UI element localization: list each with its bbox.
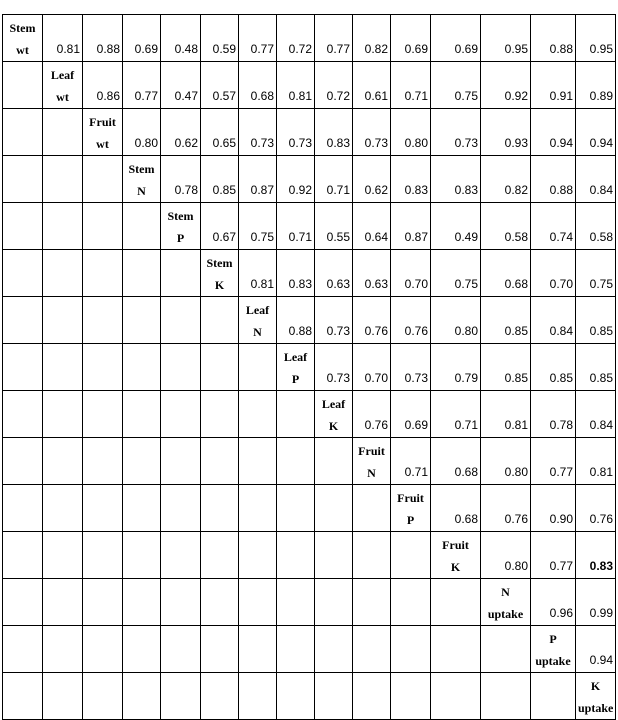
correlation-value-cell: 0.71 xyxy=(391,438,431,485)
variable-label-text: N xyxy=(137,184,146,198)
empty-cell xyxy=(83,532,123,579)
correlation-value-cell: 0.74 xyxy=(531,203,576,250)
empty-cell xyxy=(3,344,43,391)
correlation-value-cell: 0.88 xyxy=(531,156,576,203)
correlation-value-cell: 0.81 xyxy=(239,250,277,297)
correlation-value-cell: 0.62 xyxy=(353,156,391,203)
correlation-value-cell: 0.62 xyxy=(161,109,201,156)
correlation-value-cell: 0.76 xyxy=(576,485,616,532)
variable-label-cell xyxy=(161,203,201,250)
empty-cell xyxy=(43,391,83,438)
correlation-value-cell: 0.77 xyxy=(123,62,161,109)
table-row xyxy=(3,438,616,485)
variable-label-cell xyxy=(239,297,277,344)
correlation-value-cell: 0.81 xyxy=(277,62,315,109)
correlation-value-cell: 0.80 xyxy=(431,297,481,344)
empty-cell xyxy=(481,673,531,720)
correlation-value-cell: 0.85 xyxy=(531,344,576,391)
correlation-value-cell: 0.75 xyxy=(431,62,481,109)
correlation-value-cell: 0.73 xyxy=(391,344,431,391)
correlation-value-cell: 0.75 xyxy=(239,203,277,250)
correlation-value-cell: 0.93 xyxy=(481,109,531,156)
variable-label-text: uptake xyxy=(487,607,524,621)
empty-cell xyxy=(83,297,123,344)
correlation-value-cell: 0.69 xyxy=(431,15,481,62)
correlation-value-cell: 0.78 xyxy=(531,391,576,438)
empty-cell xyxy=(201,297,239,344)
correlation-value-cell: 0.70 xyxy=(531,250,576,297)
correlation-value-cell: 0.69 xyxy=(391,391,431,438)
empty-cell xyxy=(277,579,315,626)
empty-cell xyxy=(161,673,201,720)
empty-cell xyxy=(123,438,161,485)
empty-cell xyxy=(277,485,315,532)
empty-cell xyxy=(201,438,239,485)
variable-label-text: Stem xyxy=(128,162,155,176)
variable-label-text: Stem xyxy=(9,21,36,35)
empty-cell xyxy=(3,297,43,344)
empty-cell xyxy=(83,438,123,485)
correlation-matrix-table xyxy=(2,14,616,720)
table-row xyxy=(3,626,616,673)
empty-cell xyxy=(277,391,315,438)
correlation-value-cell: 0.77 xyxy=(239,15,277,62)
empty-cell xyxy=(3,203,43,250)
empty-cell xyxy=(481,626,531,673)
empty-cell xyxy=(43,156,83,203)
empty-cell xyxy=(43,438,83,485)
variable-label-text: Stem xyxy=(167,209,194,223)
correlation-value-cell: 0.70 xyxy=(391,250,431,297)
empty-cell xyxy=(391,626,431,673)
variable-label-cell xyxy=(43,62,83,109)
empty-cell xyxy=(277,532,315,579)
correlation-value-cell: 0.94 xyxy=(531,109,576,156)
empty-cell xyxy=(353,485,391,532)
correlation-value-cell: 0.69 xyxy=(391,15,431,62)
correlation-value-cell: 0.83 xyxy=(431,156,481,203)
correlation-value-cell: 0.70 xyxy=(353,344,391,391)
correlation-value-cell: 0.64 xyxy=(353,203,391,250)
correlation-value-cell: 0.79 xyxy=(431,344,481,391)
variable-label-text: uptake xyxy=(578,701,614,715)
empty-cell xyxy=(3,250,43,297)
empty-cell xyxy=(123,391,161,438)
empty-cell xyxy=(315,485,353,532)
empty-cell xyxy=(239,579,277,626)
correlation-value-cell: 0.99 xyxy=(576,579,616,626)
correlation-value-cell: 0.76 xyxy=(353,297,391,344)
empty-cell xyxy=(315,438,353,485)
empty-cell xyxy=(161,485,201,532)
empty-cell xyxy=(353,532,391,579)
variable-label-text: P xyxy=(176,231,185,245)
empty-cell xyxy=(201,532,239,579)
correlation-value-cell: 0.73 xyxy=(353,109,391,156)
correlation-value-cell: 0.87 xyxy=(391,203,431,250)
correlation-value-cell: 0.88 xyxy=(83,15,123,62)
correlation-value-cell: 0.83 xyxy=(576,532,616,579)
correlation-value-cell: 0.83 xyxy=(315,109,353,156)
table-row xyxy=(3,391,616,438)
variable-label-cell xyxy=(431,532,481,579)
correlation-value-cell: 0.87 xyxy=(239,156,277,203)
correlation-value-cell: 0.89 xyxy=(576,62,616,109)
correlation-value-cell: 0.67 xyxy=(201,203,239,250)
correlation-value-cell: 0.77 xyxy=(531,438,576,485)
empty-cell xyxy=(353,673,391,720)
empty-cell xyxy=(161,579,201,626)
variable-label-text: Fruit xyxy=(358,444,385,458)
correlation-value-cell: 0.59 xyxy=(201,15,239,62)
table-row xyxy=(3,62,616,109)
empty-cell xyxy=(315,673,353,720)
correlation-value-cell: 0.71 xyxy=(431,391,481,438)
table-row xyxy=(3,673,616,720)
correlation-value-cell: 0.68 xyxy=(481,250,531,297)
variable-label-text: wt xyxy=(16,43,29,57)
variable-label-text: P xyxy=(406,513,415,527)
variable-label-text: K xyxy=(450,560,461,574)
correlation-value-cell: 0.69 xyxy=(123,15,161,62)
empty-cell xyxy=(43,203,83,250)
variable-label-cell xyxy=(391,485,431,532)
correlation-value-cell: 0.49 xyxy=(431,203,481,250)
correlation-value-cell: 0.95 xyxy=(576,15,616,62)
correlation-value-cell: 0.85 xyxy=(481,344,531,391)
empty-cell xyxy=(123,250,161,297)
correlation-value-cell: 0.48 xyxy=(161,15,201,62)
empty-cell xyxy=(315,579,353,626)
correlation-value-cell: 0.96 xyxy=(531,579,576,626)
empty-cell xyxy=(161,391,201,438)
variable-label-cell xyxy=(576,673,616,720)
correlation-value-cell: 0.83 xyxy=(277,250,315,297)
correlation-value-cell: 0.85 xyxy=(576,344,616,391)
empty-cell xyxy=(201,673,239,720)
empty-cell xyxy=(353,626,391,673)
correlation-value-cell: 0.84 xyxy=(531,297,576,344)
empty-cell xyxy=(353,579,391,626)
variable-label-text: uptake xyxy=(535,654,571,668)
correlation-value-cell: 0.94 xyxy=(576,626,616,673)
correlation-value-cell: 0.71 xyxy=(277,203,315,250)
empty-cell xyxy=(43,344,83,391)
empty-cell xyxy=(277,438,315,485)
variable-label-text: wt xyxy=(56,90,69,104)
empty-cell xyxy=(3,391,43,438)
correlation-value-cell: 0.81 xyxy=(43,15,83,62)
empty-cell xyxy=(431,626,481,673)
variable-label-text: Leaf xyxy=(283,350,308,364)
table-row xyxy=(3,156,616,203)
correlation-value-cell: 0.57 xyxy=(201,62,239,109)
variable-label-text: K xyxy=(328,419,339,433)
empty-cell xyxy=(43,485,83,532)
correlation-value-cell: 0.92 xyxy=(277,156,315,203)
correlation-value-cell: 0.82 xyxy=(481,156,531,203)
correlation-value-cell: 0.71 xyxy=(391,62,431,109)
empty-cell xyxy=(123,673,161,720)
empty-cell xyxy=(43,532,83,579)
correlation-value-cell: 0.84 xyxy=(576,391,616,438)
variable-label-cell xyxy=(315,391,353,438)
correlation-value-cell: 0.92 xyxy=(481,62,531,109)
correlation-value-cell: 0.94 xyxy=(576,109,616,156)
empty-cell xyxy=(3,62,43,109)
variable-label-text: K xyxy=(590,679,601,693)
correlation-value-cell: 0.82 xyxy=(353,15,391,62)
variable-label-text: Leaf xyxy=(50,68,75,82)
correlation-value-cell: 0.80 xyxy=(481,532,531,579)
empty-cell xyxy=(239,532,277,579)
empty-cell xyxy=(3,579,43,626)
empty-cell xyxy=(239,438,277,485)
correlation-value-cell: 0.90 xyxy=(531,485,576,532)
empty-cell xyxy=(531,673,576,720)
correlation-value-cell: 0.73 xyxy=(239,109,277,156)
empty-cell xyxy=(83,391,123,438)
variable-label-text: K xyxy=(214,278,225,292)
empty-cell xyxy=(201,579,239,626)
correlation-value-cell: 0.68 xyxy=(239,62,277,109)
correlation-value-cell: 0.91 xyxy=(531,62,576,109)
correlation-value-cell: 0.88 xyxy=(531,15,576,62)
empty-cell xyxy=(239,485,277,532)
correlation-value-cell: 0.47 xyxy=(161,62,201,109)
empty-cell xyxy=(123,203,161,250)
correlation-value-cell: 0.72 xyxy=(315,62,353,109)
empty-cell xyxy=(239,391,277,438)
variable-label-text: Leaf xyxy=(321,397,346,411)
empty-cell xyxy=(123,532,161,579)
variable-label-cell xyxy=(83,109,123,156)
correlation-value-cell: 0.76 xyxy=(481,485,531,532)
variable-label-text: P xyxy=(291,372,300,386)
empty-cell xyxy=(239,673,277,720)
correlation-value-cell: 0.58 xyxy=(576,203,616,250)
correlation-value-cell: 0.73 xyxy=(315,344,353,391)
correlation-value-cell: 0.81 xyxy=(481,391,531,438)
empty-cell xyxy=(201,391,239,438)
correlation-value-cell: 0.68 xyxy=(431,485,481,532)
variable-label-cell xyxy=(277,344,315,391)
empty-cell xyxy=(43,579,83,626)
table-row xyxy=(3,250,616,297)
correlation-value-cell: 0.73 xyxy=(431,109,481,156)
table-row xyxy=(3,297,616,344)
correlation-value-cell: 0.80 xyxy=(481,438,531,485)
correlation-value-cell: 0.84 xyxy=(576,156,616,203)
table-row xyxy=(3,579,616,626)
empty-cell xyxy=(83,156,123,203)
empty-cell xyxy=(277,673,315,720)
variable-label-text: wt xyxy=(96,137,109,151)
correlation-value-cell: 0.77 xyxy=(315,15,353,62)
empty-cell xyxy=(83,203,123,250)
empty-cell xyxy=(83,250,123,297)
empty-cell xyxy=(391,673,431,720)
empty-cell xyxy=(161,626,201,673)
table-row xyxy=(3,532,616,579)
correlation-value-cell: 0.73 xyxy=(315,297,353,344)
correlation-value-cell: 0.95 xyxy=(481,15,531,62)
empty-cell xyxy=(83,344,123,391)
empty-cell xyxy=(3,673,43,720)
table-row xyxy=(3,344,616,391)
empty-cell xyxy=(315,626,353,673)
empty-cell xyxy=(431,673,481,720)
correlation-value-cell: 0.88 xyxy=(277,297,315,344)
empty-cell xyxy=(123,485,161,532)
empty-cell xyxy=(123,297,161,344)
empty-cell xyxy=(161,250,201,297)
correlation-value-cell: 0.63 xyxy=(315,250,353,297)
empty-cell xyxy=(431,579,481,626)
correlation-value-cell: 0.76 xyxy=(391,297,431,344)
correlation-value-cell: 0.85 xyxy=(576,297,616,344)
correlation-value-cell: 0.85 xyxy=(481,297,531,344)
correlation-value-cell: 0.80 xyxy=(123,109,161,156)
empty-cell xyxy=(123,626,161,673)
correlation-value-cell: 0.61 xyxy=(353,62,391,109)
correlation-value-cell: 0.75 xyxy=(431,250,481,297)
variable-label-text: Leaf xyxy=(245,303,270,317)
correlation-value-cell: 0.65 xyxy=(201,109,239,156)
correlation-value-cell: 0.72 xyxy=(277,15,315,62)
empty-cell xyxy=(83,673,123,720)
table-row xyxy=(3,203,616,250)
empty-cell xyxy=(83,626,123,673)
correlation-value-cell: 0.71 xyxy=(315,156,353,203)
empty-cell xyxy=(43,626,83,673)
empty-cell xyxy=(201,485,239,532)
correlation-value-cell: 0.63 xyxy=(353,250,391,297)
variable-label-text: Fruit xyxy=(397,491,424,505)
empty-cell xyxy=(239,344,277,391)
correlation-value-cell: 0.85 xyxy=(201,156,239,203)
empty-cell xyxy=(201,344,239,391)
empty-cell xyxy=(43,673,83,720)
empty-cell xyxy=(83,485,123,532)
variable-label-cell xyxy=(531,626,576,673)
variable-label-cell xyxy=(201,250,239,297)
empty-cell xyxy=(277,626,315,673)
variable-label-text: Fruit xyxy=(89,115,116,129)
empty-cell xyxy=(43,109,83,156)
variable-label-text: Fruit xyxy=(442,538,469,552)
empty-cell xyxy=(161,297,201,344)
variable-label-text: P xyxy=(549,632,557,646)
empty-cell xyxy=(161,438,201,485)
correlation-value-cell: 0.78 xyxy=(161,156,201,203)
empty-cell xyxy=(161,532,201,579)
correlation-value-cell: 0.81 xyxy=(576,438,616,485)
empty-cell xyxy=(391,532,431,579)
empty-cell xyxy=(315,532,353,579)
variable-label-cell xyxy=(3,15,43,62)
empty-cell xyxy=(123,579,161,626)
correlation-value-cell: 0.55 xyxy=(315,203,353,250)
correlation-value-cell: 0.75 xyxy=(576,250,616,297)
correlation-value-cell: 0.73 xyxy=(277,109,315,156)
empty-cell xyxy=(3,626,43,673)
correlation-value-cell: 0.86 xyxy=(83,62,123,109)
empty-cell xyxy=(3,156,43,203)
table-row xyxy=(3,109,616,156)
variable-label-cell xyxy=(353,438,391,485)
variable-label-cell xyxy=(481,579,531,626)
empty-cell xyxy=(239,626,277,673)
empty-cell xyxy=(83,579,123,626)
correlation-value-cell: 0.68 xyxy=(431,438,481,485)
correlation-value-cell: 0.58 xyxy=(481,203,531,250)
variable-label-text: N xyxy=(367,466,376,480)
variable-label-text: N xyxy=(501,585,510,599)
table-row xyxy=(3,485,616,532)
variable-label-cell xyxy=(123,156,161,203)
empty-cell xyxy=(3,109,43,156)
empty-cell xyxy=(123,344,161,391)
empty-cell xyxy=(43,297,83,344)
correlation-value-cell: 0.76 xyxy=(353,391,391,438)
correlation-value-cell: 0.77 xyxy=(531,532,576,579)
table-row xyxy=(3,15,616,62)
empty-cell xyxy=(3,485,43,532)
variable-label-text: N xyxy=(253,325,262,339)
correlation-value-cell: 0.83 xyxy=(391,156,431,203)
empty-cell xyxy=(3,532,43,579)
empty-cell xyxy=(43,250,83,297)
variable-label-text: Stem xyxy=(206,256,233,270)
empty-cell xyxy=(201,626,239,673)
empty-cell xyxy=(161,344,201,391)
empty-cell xyxy=(391,579,431,626)
empty-cell xyxy=(3,438,43,485)
correlation-value-cell: 0.80 xyxy=(391,109,431,156)
